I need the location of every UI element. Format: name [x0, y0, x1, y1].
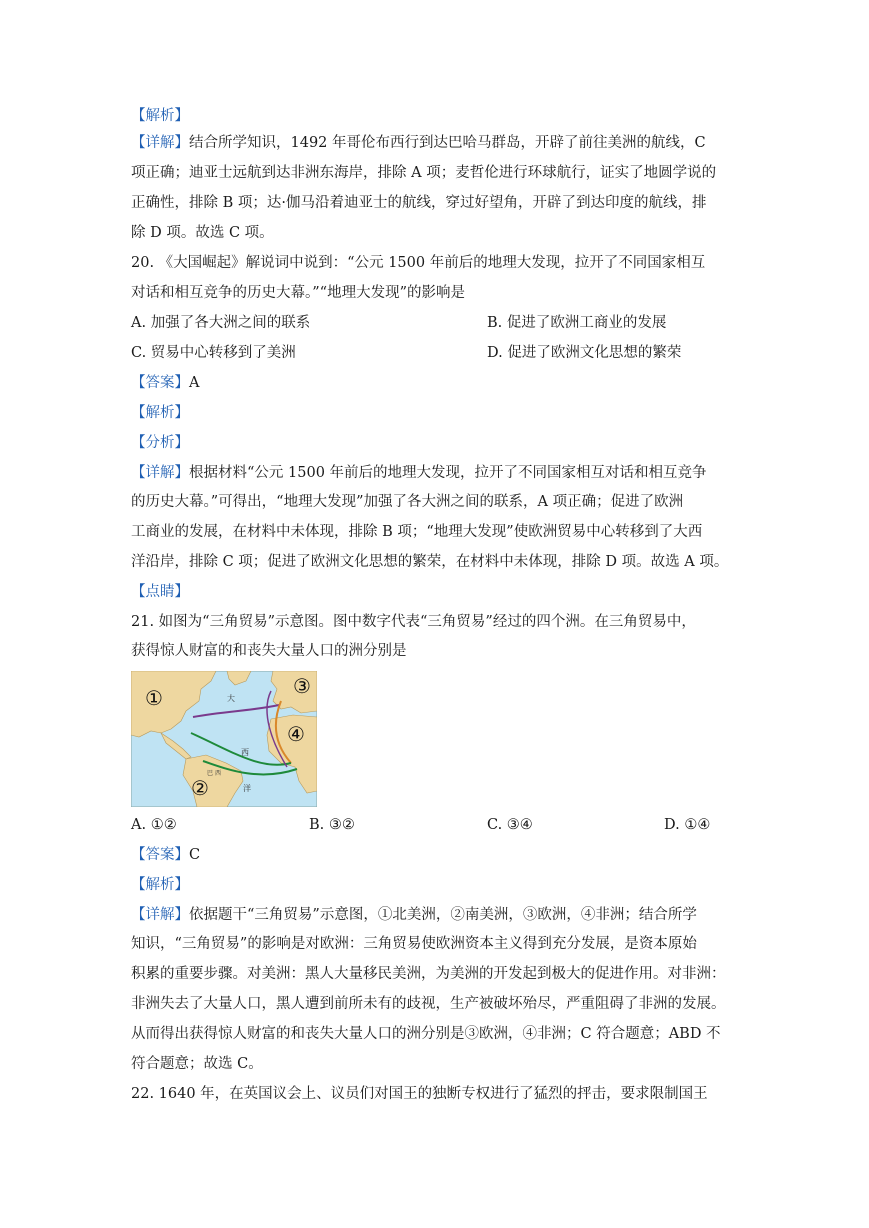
detail-label: 【详解】 — [131, 465, 189, 481]
ocean-char: 西 — [241, 748, 249, 757]
key-point-label: 【点睛】 — [131, 584, 189, 600]
map-label-2: ② — [191, 776, 209, 800]
option-a: A. ①② — [131, 817, 177, 833]
detail-paragraph-line: 正确性，排除 B 项；达·伽马沿着迪亚士的航线，穿过好望角，开辟了到达印度的航线，排 — [131, 195, 707, 211]
question-20-stem: 20. 《大国崛起》解说词中说到：“公元 1500 年前后的地理大发现，拉开了不同国家相互 — [131, 255, 706, 271]
answer-value: A — [189, 375, 200, 391]
option-d: D. ①④ — [664, 817, 711, 833]
land-char: 西 — [215, 770, 222, 777]
detail-paragraph-line: 积累的重要步骤。对美洲：黑人大量移民美洲，为美洲的开发起到极大的促进作用。对非洲： — [131, 966, 726, 982]
analysis-label: 【解析】 — [131, 108, 189, 124]
question-21-stem: 获得惊人财富的和丧失大量人口的洲分别是 — [131, 643, 407, 659]
ocean-char: 洋 — [243, 784, 251, 793]
analysis-label: 【分析】 — [131, 435, 189, 451]
question-22-stem: 22. 1640 年，在英国议会上、议员们对国王的独断专权进行了猛烈的抨击，要求限制国王 — [131, 1086, 708, 1102]
option-d: D. 促进了欧洲文化思想的繁荣 — [487, 345, 682, 361]
detail-paragraph-line: 知识，“三角贸易”的影响是对欧洲：三角贸易使欧洲资本主义得到充分发展，是资本原始 — [131, 936, 697, 952]
ocean-char: 大 — [227, 694, 235, 703]
detail-paragraph-line: 【详解】根据材料“公元 1500 年前后的地理大发现，拉开了不同国家相互对话和相互竞争 — [131, 465, 707, 481]
analysis-label: 【解析】 — [131, 877, 189, 893]
option-b: B. 促进了欧洲工商业的发展 — [487, 315, 667, 331]
detail-paragraph-line: 洋沿岸，排除 C 项；促进了欧洲文化思想的繁荣，在材料中未体现，排除 D 项。故选 A 项。 — [131, 554, 729, 570]
detail-paragraph-line: 非洲失去了大量人口，黑人遭到前所未有的歧视，生产被破坏殆尽，严重阻碍了非洲的发展。 — [131, 996, 726, 1012]
option-a: A. 加强了各大洲之间的联系 — [131, 315, 311, 331]
answer-line — [131, 373, 741, 393]
detail-paragraph-line: 【详解】结合所学知识，1492 年哥伦布西行到达巴哈马群岛，开辟了前往美洲的航线，C — [131, 135, 706, 151]
answer-line — [131, 845, 741, 865]
option-b: B. ③② — [309, 817, 355, 833]
option-c: C. ③④ — [487, 817, 533, 833]
detail-paragraph-line: 从而得出获得惊人财富的和丧失大量人口的洲分别是③欧洲，④非洲；C 符合题意；ABD 不 — [131, 1026, 721, 1042]
question-21-stem: 21. 如图为“三角贸易”示意图。图中数字代表“三角贸易”经过的四个洲。在三角贸易中， — [131, 614, 696, 630]
detail-paragraph-line: 的历史大幕。”可得出，“地理大发现”加强了各大洲之间的联系，A 项正确；促进了欧洲 — [131, 494, 684, 510]
detail-paragraph-line: 工商业的发展，在材料中未体现，排除 B 项；“地理大发现”使欧洲贸易中心转移到了大西 — [131, 524, 703, 540]
triangle-trade-map — [131, 671, 317, 807]
detail-paragraph-line: 项正确；迪亚士远航到达非洲东海岸，排除 A 项；麦哲伦进行环球航行，证实了地圆学说的 — [131, 165, 717, 181]
detail-paragraph-line: 【详解】依据题干“三角贸易”示意图，①北美洲，②南美洲，③欧洲，④非洲；结合所学 — [131, 907, 697, 923]
land-char: 巴 — [207, 770, 214, 777]
answer-value: C — [189, 847, 201, 863]
detail-label: 【详解】 — [131, 907, 189, 923]
answer-label: 【答案】 — [131, 847, 189, 863]
map-label-3: ③ — [293, 674, 311, 698]
map-label-4: ④ — [287, 722, 305, 746]
analysis-label: 【解析】 — [131, 405, 189, 421]
question-20-stem: 对话和相互竞争的历史大幕。”“地理大发现”的影响是 — [131, 285, 465, 301]
option-c: C. 贸易中心转移到了美洲 — [131, 345, 296, 361]
detail-label: 【详解】 — [131, 135, 189, 151]
detail-paragraph-line: 符合题意；故选 C。 — [131, 1056, 263, 1072]
map-label-1: ① — [145, 686, 163, 710]
answer-label: 【答案】 — [131, 375, 189, 391]
detail-paragraph-line: 除 D 项。故选 C 项。 — [131, 225, 274, 241]
